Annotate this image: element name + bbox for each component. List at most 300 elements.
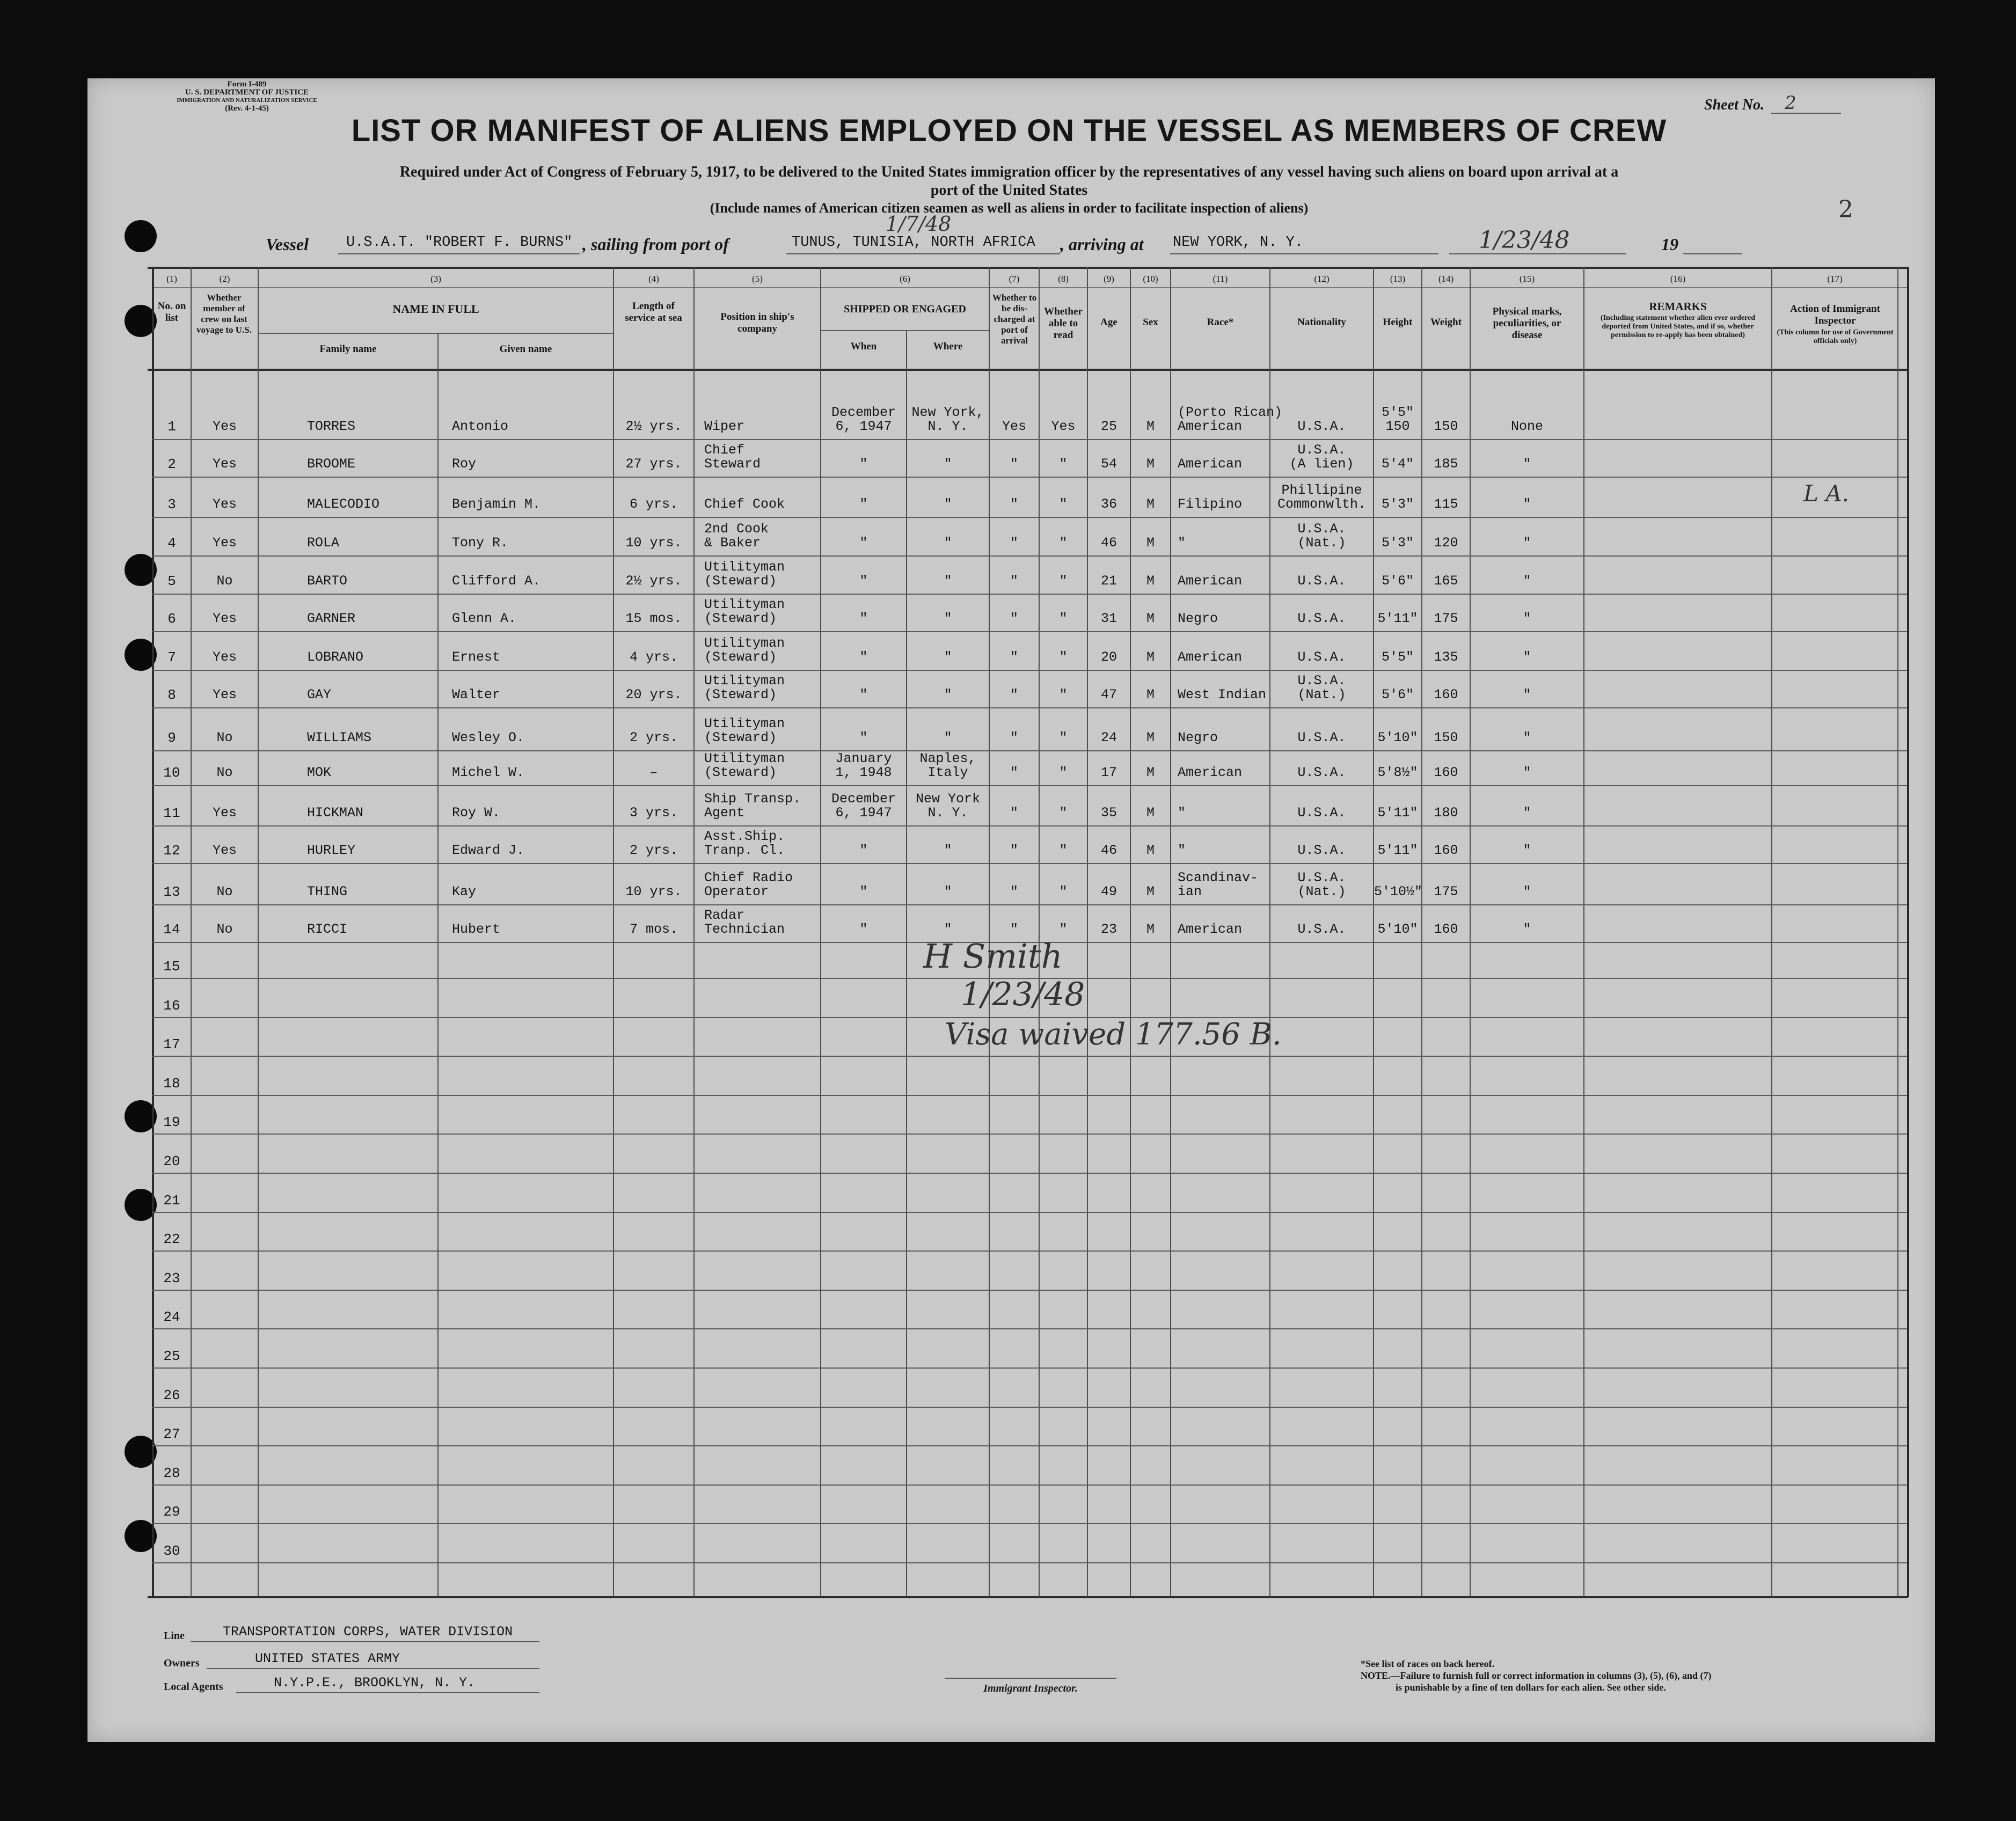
col-line bbox=[1771, 267, 1772, 1597]
able-to-read: " bbox=[1059, 730, 1068, 745]
sheet-number-value: 2 bbox=[1785, 92, 1796, 114]
race-line-1: (Porto Rican) bbox=[1178, 405, 1283, 420]
physical-marks: " bbox=[1523, 687, 1531, 703]
position-line-1: 2nd Cook bbox=[704, 521, 769, 537]
shipped-where-line-1: Naples, bbox=[919, 751, 976, 766]
discharged: " bbox=[1010, 765, 1018, 780]
subtitle-line-3: (Include names of American citizen seamen as well as aliens in order to facilitate inspection of aliens) bbox=[710, 200, 1309, 216]
row-rule bbox=[152, 1445, 1907, 1446]
vessel-label: Vessel bbox=[266, 235, 309, 254]
header-action-inspector: Action of Immigrant Inspector bbox=[1790, 303, 1880, 326]
page-title: LIST OR MANIFEST OF ALIENS EMPLOYED ON THE VESSEL AS MEMBERS OF CREW bbox=[351, 113, 1667, 148]
race-line-2: Negro bbox=[1178, 730, 1218, 745]
crew-last-voyage: Yes bbox=[212, 611, 237, 626]
form-dept: U. S. DEPARTMENT OF JUSTICE bbox=[185, 88, 309, 97]
able-to-read: " bbox=[1059, 922, 1068, 937]
position-line-2: (Steward) bbox=[704, 573, 777, 589]
colnum-12: (12) bbox=[1314, 274, 1330, 284]
height-line-2: 5'11" bbox=[1377, 611, 1418, 626]
height-line-2: 5'8½" bbox=[1377, 765, 1418, 780]
row-number: 29 bbox=[163, 1504, 180, 1520]
length-of-service: – bbox=[649, 765, 658, 780]
shipped-when-line-2: " bbox=[859, 611, 868, 626]
header-weight: Weight bbox=[1430, 317, 1462, 328]
crew-last-voyage: No bbox=[216, 922, 233, 937]
header-bottom-border bbox=[148, 369, 1908, 371]
position-line-1: Utilityman bbox=[704, 673, 785, 689]
colnum-13: (13) bbox=[1390, 274, 1406, 284]
header-given-name: Given name bbox=[499, 343, 552, 355]
nationality-line-2: U.S.A. bbox=[1297, 419, 1346, 434]
length-of-service: 27 yrs. bbox=[625, 456, 682, 472]
physical-marks: None bbox=[1510, 419, 1543, 434]
shipped-where-line-2: N. Y. bbox=[927, 805, 968, 821]
header-action-sub: (This column for use of Government officials only) bbox=[1777, 328, 1894, 345]
given-name: Hubert bbox=[452, 922, 501, 937]
position-line-1: Chief Radio bbox=[704, 870, 793, 886]
crew-last-voyage: Yes bbox=[212, 843, 237, 858]
height-line-2: 5'11" bbox=[1377, 805, 1418, 821]
form-revision: (Rev. 4-1-45) bbox=[225, 104, 269, 113]
shipped-when-line-1: December bbox=[831, 405, 896, 420]
weight: 160 bbox=[1434, 922, 1458, 937]
row-rule bbox=[152, 1523, 1907, 1524]
row-number: 30 bbox=[163, 1543, 180, 1559]
colnum-16: (16) bbox=[1670, 274, 1686, 284]
crew-last-voyage: Yes bbox=[212, 419, 237, 434]
crew-last-voyage: Yes bbox=[212, 496, 237, 512]
vessel-underline bbox=[338, 253, 580, 254]
form-service: IMMIGRATION AND NATURALIZATION SERVICE bbox=[177, 97, 317, 104]
length-of-service: 2½ yrs. bbox=[625, 573, 682, 589]
shipped-where-line-1: New York, bbox=[911, 405, 984, 420]
family-name: MALECODIO bbox=[307, 496, 380, 512]
row-number: 19 bbox=[163, 1114, 180, 1131]
row-number: 9 bbox=[167, 730, 176, 746]
height-line-2: 5'10" bbox=[1377, 922, 1418, 937]
discharged: " bbox=[1010, 922, 1018, 937]
age: 31 bbox=[1100, 611, 1117, 626]
row-rule bbox=[152, 825, 1907, 827]
shipped-where-line-2: " bbox=[944, 496, 952, 512]
row-rule bbox=[152, 439, 1907, 440]
nationality-line-1: U.S.A. bbox=[1297, 442, 1346, 458]
family-name: RICCI bbox=[307, 922, 348, 937]
footer-owners-underline bbox=[207, 1668, 539, 1669]
age: 49 bbox=[1100, 884, 1117, 899]
nationality-line-2: (Nat.) bbox=[1297, 535, 1346, 551]
sailing-label: , sailing from port of bbox=[582, 235, 729, 254]
col-line bbox=[1897, 267, 1898, 1597]
colnum-9: (9) bbox=[1104, 274, 1114, 284]
header-nationality: Nationality bbox=[1297, 317, 1346, 328]
able-to-read: " bbox=[1059, 573, 1068, 589]
sex: M bbox=[1146, 843, 1155, 858]
race-line-2: " bbox=[1178, 535, 1186, 551]
position-line-2: (Steward) bbox=[704, 611, 777, 626]
physical-marks: " bbox=[1523, 649, 1531, 665]
row-number: 10 bbox=[163, 765, 180, 781]
arrival-date-handwritten: 1/23/48 bbox=[1479, 226, 1570, 254]
height-line-1: 5'5" bbox=[1381, 405, 1414, 420]
header-race: Race* bbox=[1207, 317, 1234, 328]
weight: 160 bbox=[1434, 765, 1458, 780]
discharged: " bbox=[1010, 573, 1018, 589]
position-line-1: Utilityman bbox=[704, 597, 785, 612]
height-line-2: 5'3" bbox=[1381, 535, 1414, 551]
weight: 150 bbox=[1434, 730, 1458, 745]
footer-line-value: TRANSPORTATION CORPS, WATER DIVISION bbox=[223, 1624, 513, 1640]
race-line-2: Filipino bbox=[1178, 496, 1243, 512]
family-name: ROLA bbox=[307, 535, 340, 551]
header-length-of-service: Length of service at sea bbox=[625, 301, 682, 324]
arriving-underline bbox=[1170, 253, 1438, 254]
nationality-line-2: U.S.A. bbox=[1297, 922, 1346, 937]
crew-last-voyage: No bbox=[216, 884, 233, 899]
position-line-2: Agent bbox=[704, 805, 745, 821]
row-rule bbox=[152, 517, 1907, 518]
row-rule bbox=[152, 1250, 1907, 1252]
physical-marks: " bbox=[1523, 805, 1531, 821]
sailing-date-handwritten: 1/7/48 bbox=[886, 212, 952, 236]
race-line-2: American bbox=[1178, 573, 1243, 589]
sex: M bbox=[1146, 419, 1155, 434]
nationality-line-2: U.S.A. bbox=[1297, 649, 1346, 665]
sex: M bbox=[1146, 922, 1155, 937]
name-subheader-line bbox=[258, 333, 613, 334]
row-rule bbox=[152, 555, 1907, 557]
footer-inspector-label: Immigrant Inspector. bbox=[983, 1683, 1078, 1694]
able-to-read: " bbox=[1059, 843, 1068, 858]
weight: 175 bbox=[1434, 884, 1458, 899]
shipped-when-line-1: January bbox=[835, 751, 892, 766]
crew-last-voyage: Yes bbox=[212, 649, 237, 665]
row-rule bbox=[152, 707, 1907, 708]
shipped-where-line-2: " bbox=[944, 456, 952, 472]
header-physical-marks: Physical marks, peculiarities, or disease bbox=[1492, 306, 1562, 341]
family-name: THING bbox=[307, 884, 348, 899]
vessel-name: U.S.A.T. "ROBERT F. BURNS" bbox=[346, 235, 573, 251]
weight: 185 bbox=[1434, 456, 1458, 472]
row-rule bbox=[152, 1095, 1907, 1096]
crew-last-voyage: Yes bbox=[212, 805, 237, 821]
signature-date: 1/23/48 bbox=[961, 976, 1085, 1013]
length-of-service: 20 yrs. bbox=[625, 687, 682, 703]
shipped-when-line-2: " bbox=[859, 884, 868, 899]
given-name: Edward J. bbox=[452, 843, 525, 858]
shipped-when-line-2: 1, 1948 bbox=[835, 765, 892, 780]
row-number: 21 bbox=[163, 1192, 180, 1209]
able-to-read: Yes bbox=[1051, 419, 1076, 434]
weight: 180 bbox=[1434, 805, 1458, 821]
year-underline bbox=[1683, 253, 1742, 254]
shipped-where-line-2: " bbox=[944, 573, 952, 589]
row-number: 4 bbox=[167, 535, 176, 551]
header-where: Where bbox=[933, 341, 963, 352]
colnum-divider bbox=[152, 287, 1907, 288]
position-line-2: Steward bbox=[704, 456, 761, 472]
shipped-when-line-1: December bbox=[831, 791, 896, 807]
shipped-where-line-2: " bbox=[944, 843, 952, 858]
sex: M bbox=[1146, 649, 1155, 665]
age: 46 bbox=[1100, 535, 1117, 551]
colnum-4: (4) bbox=[648, 274, 659, 284]
physical-marks: " bbox=[1523, 730, 1531, 745]
shipped-when-line-2: " bbox=[859, 535, 868, 551]
sailing-port: TUNUS, TUNISIA, NORTH AFRICA bbox=[792, 235, 1035, 251]
row-number: 20 bbox=[163, 1153, 180, 1169]
sex: M bbox=[1146, 805, 1155, 821]
family-name: HURLEY bbox=[307, 843, 356, 858]
shipped-subheader-line bbox=[820, 330, 989, 331]
crew-last-voyage: Yes bbox=[212, 687, 237, 703]
discharged: " bbox=[1010, 611, 1018, 626]
subtitle-line-2: port of the United States bbox=[930, 182, 1088, 199]
row-rule bbox=[152, 785, 1907, 786]
position-line-2: & Baker bbox=[704, 535, 761, 551]
race-line-2: West Indian bbox=[1178, 687, 1267, 703]
row-number: 11 bbox=[163, 805, 180, 821]
punch-hole bbox=[125, 220, 157, 252]
nationality-line-2: U.S.A. bbox=[1297, 805, 1346, 821]
row-rule bbox=[152, 1133, 1907, 1135]
colnum-15: (15) bbox=[1519, 274, 1535, 284]
shipped-where-line-2: " bbox=[944, 649, 952, 665]
crew-last-voyage: Yes bbox=[212, 535, 237, 551]
age: 24 bbox=[1100, 730, 1117, 745]
physical-marks: " bbox=[1523, 843, 1531, 858]
age: 20 bbox=[1100, 649, 1117, 665]
position-line-2: Tranp. Cl. bbox=[704, 843, 785, 858]
colnum-5: (5) bbox=[752, 274, 763, 284]
length-of-service: 7 mos. bbox=[629, 922, 678, 937]
arriving-label: , arriving at bbox=[1060, 235, 1144, 254]
height-line-2: 5'10½" bbox=[1374, 884, 1423, 899]
position-line-1: Utilityman bbox=[704, 635, 785, 651]
header-remarks: REMARKS bbox=[1649, 300, 1707, 313]
footer-agents-underline bbox=[236, 1692, 539, 1693]
row-number: 5 bbox=[167, 573, 176, 589]
length-of-service: 6 yrs. bbox=[629, 496, 678, 512]
sex: M bbox=[1146, 496, 1155, 512]
length-of-service: 10 yrs. bbox=[625, 535, 682, 551]
length-of-service: 3 yrs. bbox=[629, 805, 678, 821]
row-number: 23 bbox=[163, 1270, 180, 1286]
physical-marks: " bbox=[1523, 765, 1531, 780]
header-when: When bbox=[850, 341, 877, 352]
shipped-where-line-2: " bbox=[944, 730, 952, 745]
family-name: LOBRANO bbox=[307, 649, 364, 665]
shipped-where-line-2: " bbox=[944, 611, 952, 626]
physical-marks: " bbox=[1523, 573, 1531, 589]
physical-marks: " bbox=[1523, 535, 1531, 551]
footer-agents-label: Local Agents bbox=[164, 1681, 223, 1693]
position-line-2: Wiper bbox=[704, 419, 745, 434]
row-rule bbox=[152, 1056, 1907, 1057]
header-height: Height bbox=[1383, 317, 1413, 328]
height-line-2: 5'4" bbox=[1381, 456, 1414, 472]
shipped-where-line-2: " bbox=[944, 687, 952, 703]
race-line-2: American bbox=[1178, 765, 1243, 780]
footer-note-fine-2: is punishable by a fine of ten dollars for each alien. See other side. bbox=[1396, 1682, 1666, 1693]
family-name: HICKMAN bbox=[307, 805, 364, 821]
height-line-2: 5'6" bbox=[1381, 687, 1414, 703]
weight: 165 bbox=[1434, 573, 1458, 589]
position-line-2: (Steward) bbox=[704, 687, 777, 703]
row-number: 24 bbox=[163, 1309, 180, 1326]
given-name: Benjamin M. bbox=[452, 496, 541, 512]
family-name: MOK bbox=[307, 765, 332, 780]
discharged: " bbox=[1010, 496, 1018, 512]
row-rule bbox=[152, 904, 1907, 905]
age: 54 bbox=[1100, 456, 1117, 472]
shipped-when-line-2: " bbox=[859, 687, 868, 703]
shipped-when-line-2: " bbox=[859, 496, 868, 512]
sex: M bbox=[1146, 456, 1155, 472]
row-number: 1 bbox=[167, 419, 176, 435]
footer-agents-value: N.Y.P.E., BROOKLYN, N. Y. bbox=[274, 1675, 476, 1691]
discharged: " bbox=[1010, 535, 1018, 551]
race-line-2: American bbox=[1178, 419, 1243, 434]
row-rule bbox=[152, 1367, 1907, 1369]
age: 25 bbox=[1100, 419, 1117, 434]
form-id-block bbox=[161, 81, 333, 113]
row-number: 3 bbox=[167, 496, 176, 513]
physical-marks: " bbox=[1523, 456, 1531, 472]
footer-line-label: Line bbox=[164, 1630, 185, 1642]
length-of-service: 2 yrs. bbox=[629, 843, 678, 858]
header-position: Position in ship's company bbox=[720, 311, 794, 334]
position-line-1: Chief bbox=[704, 442, 745, 458]
shipped-when-line-2: " bbox=[859, 730, 868, 745]
port-underline bbox=[786, 253, 1060, 254]
length-of-service: 2½ yrs. bbox=[625, 419, 682, 434]
able-to-read: " bbox=[1059, 535, 1068, 551]
nationality-line-1: U.S.A. bbox=[1297, 870, 1346, 886]
crew-last-voyage: No bbox=[216, 573, 233, 589]
sex: M bbox=[1146, 611, 1155, 626]
row-rule bbox=[152, 594, 1907, 595]
family-name: BARTO bbox=[307, 573, 348, 589]
crew-last-voyage: No bbox=[216, 730, 233, 745]
row-number: 2 bbox=[167, 456, 176, 472]
given-name: Glenn A. bbox=[452, 611, 517, 626]
shipped-when-line-2: 6, 1947 bbox=[835, 419, 892, 434]
row-number: 15 bbox=[163, 959, 180, 975]
discharged: " bbox=[1010, 687, 1018, 703]
sex: M bbox=[1146, 535, 1155, 551]
nationality-line-2: (Nat.) bbox=[1297, 884, 1346, 899]
given-name: Kay bbox=[452, 884, 477, 899]
given-name: Antonio bbox=[452, 419, 509, 434]
given-name: Tony R. bbox=[452, 535, 509, 551]
crew-last-voyage: No bbox=[216, 765, 233, 780]
row-number: 12 bbox=[163, 843, 180, 859]
row-number: 6 bbox=[167, 611, 176, 627]
row-rule bbox=[152, 1290, 1907, 1291]
row-number: 18 bbox=[163, 1075, 180, 1092]
colnum-7: (7) bbox=[1009, 274, 1020, 284]
shipped-where-line-2: " bbox=[944, 922, 952, 937]
row-number: 28 bbox=[163, 1465, 180, 1481]
shipped-where-line-2: N. Y. bbox=[927, 419, 968, 434]
colnum-14: (14) bbox=[1438, 274, 1454, 284]
colnum-10: (10) bbox=[1143, 274, 1158, 284]
row-number: 17 bbox=[163, 1036, 180, 1053]
given-name: Walter bbox=[452, 687, 501, 703]
discharged: " bbox=[1010, 843, 1018, 858]
able-to-read: " bbox=[1059, 496, 1068, 512]
age: 46 bbox=[1100, 843, 1117, 858]
family-name: GARNER bbox=[307, 611, 356, 626]
colnum-17: (17) bbox=[1827, 274, 1843, 284]
col-line bbox=[437, 333, 439, 1597]
footer-owners-value: UNITED STATES ARMY bbox=[255, 1651, 400, 1666]
sex: M bbox=[1146, 765, 1155, 780]
position-line-1: Radar bbox=[704, 908, 745, 923]
age: 21 bbox=[1100, 573, 1117, 589]
nationality-line-2: U.S.A. bbox=[1297, 765, 1346, 780]
nationality-line-2: U.S.A. bbox=[1297, 730, 1346, 745]
header-shipped-engaged: SHIPPED OR ENGAGED bbox=[844, 303, 966, 315]
race-line-2: " bbox=[1178, 805, 1186, 821]
footer-note-fine-1: NOTE.—Failure to furnish full or correct information in columns (3), (5), (6), and (7) bbox=[1361, 1670, 1712, 1681]
row-number: 25 bbox=[163, 1348, 180, 1364]
given-name: Wesley O. bbox=[452, 730, 525, 745]
given-name: Ernest bbox=[452, 649, 501, 665]
colnum-1: (1) bbox=[166, 274, 177, 284]
row-rule bbox=[152, 1173, 1907, 1174]
footer-line-underline bbox=[191, 1641, 539, 1642]
race-line-2: Negro bbox=[1178, 611, 1218, 626]
visa-waived-note: Visa waived 177.56 B. bbox=[945, 1017, 1282, 1052]
row-number: 26 bbox=[163, 1387, 180, 1403]
arriving-port: NEW YORK, N. Y. bbox=[1173, 235, 1304, 251]
family-name: GAY bbox=[307, 687, 332, 703]
weight: 160 bbox=[1434, 687, 1458, 703]
shipped-where-line-2: Italy bbox=[927, 765, 968, 780]
nationality-line-2: (A lien) bbox=[1289, 456, 1354, 472]
row-rule bbox=[152, 1328, 1907, 1329]
race-line-1: Scandinav- bbox=[1178, 870, 1259, 886]
length-of-service: 15 mos. bbox=[625, 611, 682, 626]
able-to-read: " bbox=[1059, 611, 1068, 626]
header-family-name: Family name bbox=[319, 343, 377, 355]
colnum-11: (11) bbox=[1212, 274, 1228, 284]
physical-marks: " bbox=[1523, 496, 1531, 512]
able-to-read: " bbox=[1059, 805, 1068, 821]
sex: M bbox=[1146, 687, 1155, 703]
sheet-number-label: Sheet No. bbox=[1704, 97, 1764, 113]
colnum-2: (2) bbox=[219, 274, 230, 284]
shipped-when-line-2: " bbox=[859, 573, 868, 589]
shipped-where-line-1: New York bbox=[915, 791, 981, 807]
row-number: 22 bbox=[163, 1231, 180, 1248]
header-no-on-list: No. on list bbox=[157, 301, 186, 324]
colnum-8: (8) bbox=[1058, 274, 1069, 284]
shipped-when-line-2: " bbox=[859, 649, 868, 665]
length-of-service: 10 yrs. bbox=[625, 884, 682, 899]
weight: 135 bbox=[1434, 649, 1458, 665]
position-line-2: (Steward) bbox=[704, 649, 777, 665]
discharged: " bbox=[1010, 730, 1018, 745]
footer-note-races: *See list of races on back hereof. bbox=[1361, 1658, 1495, 1669]
row-rule bbox=[152, 1562, 1907, 1563]
row-rule bbox=[152, 863, 1907, 864]
race-line-2: " bbox=[1178, 843, 1186, 858]
nationality-line-2: U.S.A. bbox=[1297, 843, 1346, 858]
age: 47 bbox=[1100, 687, 1117, 703]
